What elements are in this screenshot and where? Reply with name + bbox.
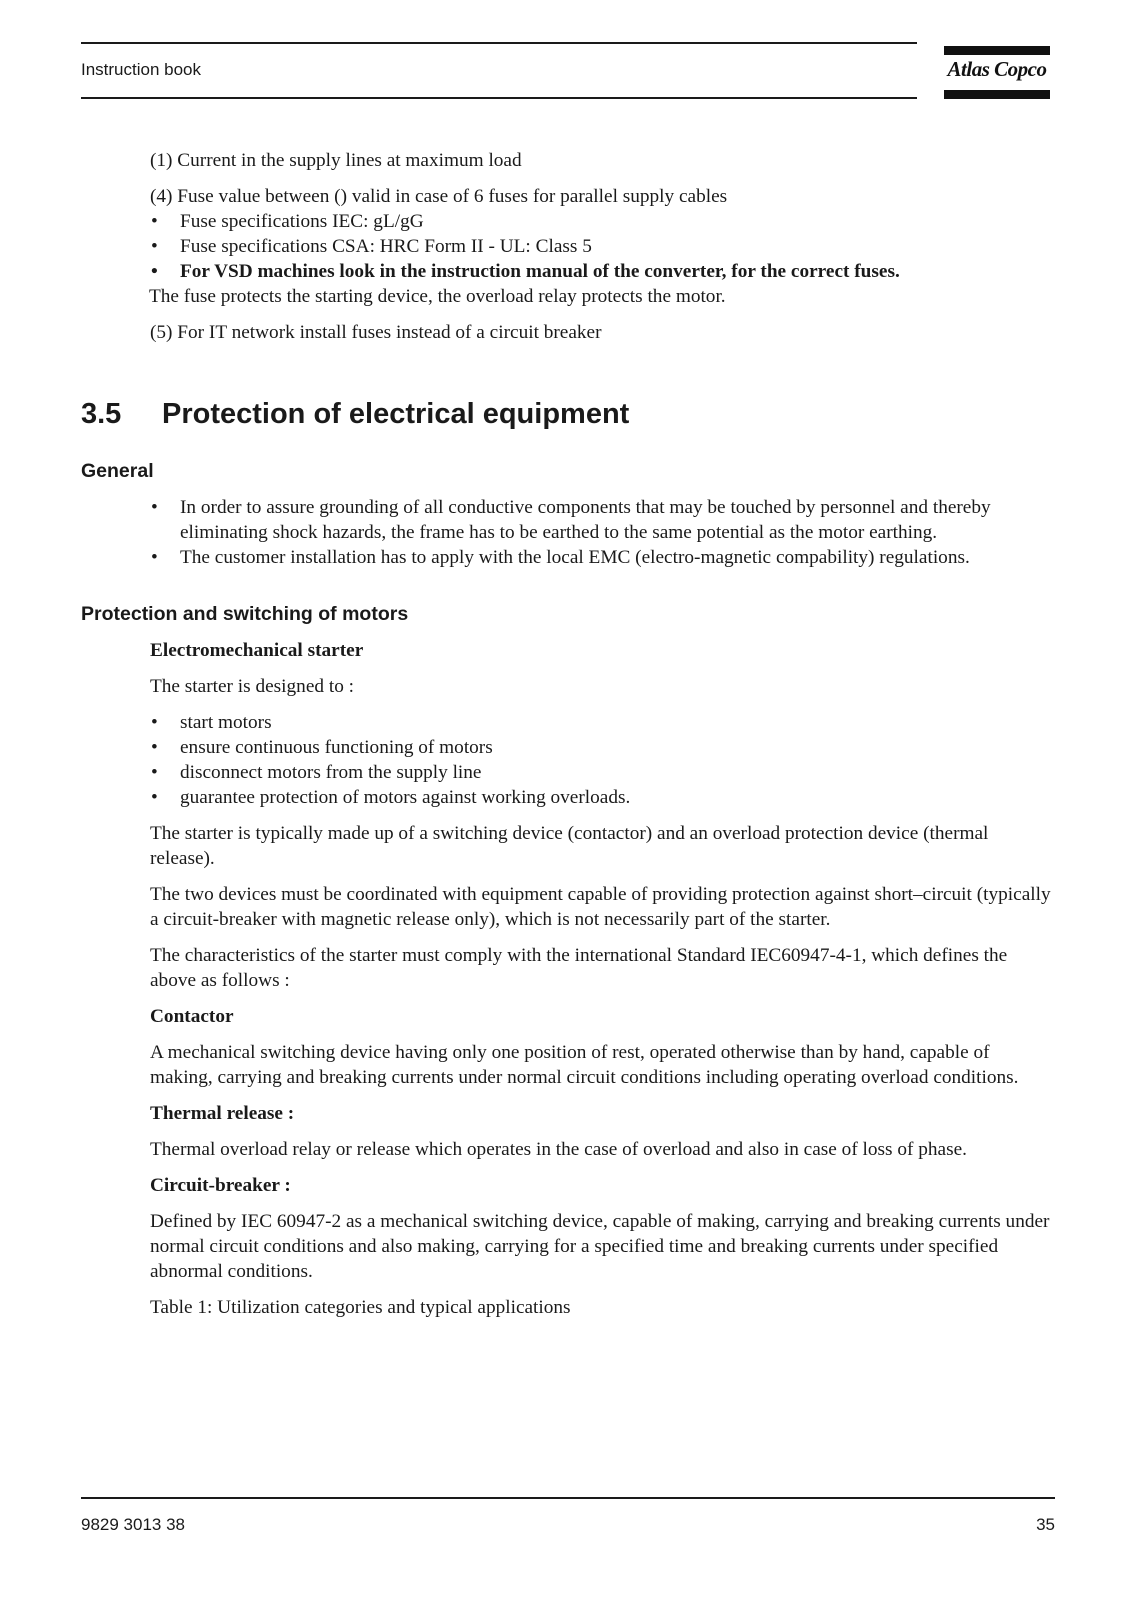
notes-block bbox=[150, 148, 1055, 356]
starter-heading: Electromechanical starter bbox=[150, 640, 364, 661]
contactor-heading: Contactor bbox=[150, 1006, 234, 1027]
starter-intro: The starter is designed to : bbox=[150, 676, 355, 697]
general-bullet-list bbox=[150, 495, 1055, 570]
table-caption: Table 1: Utilization categories and typical applications bbox=[150, 1297, 571, 1318]
header-bottom-rule bbox=[81, 97, 917, 99]
fuse-bullet-iec: • Fuse specifications IEC: gL/gG bbox=[150, 209, 1055, 234]
starter-para-standard: The characteristics of the starter must comply with the international Standard IEC60947-4-1, which defines the above as follows : bbox=[150, 945, 1008, 991]
starter-para-coordination: The two devices must be coordinated with equipment capable of providing protection against short–circuit (typically a circuit-breaker with magnetic release only), which is not necessarily part of the starter. bbox=[150, 884, 1051, 930]
circuit-breaker-text: Defined by IEC 60947-2 as a mechanical switching device, capable of making, carrying and breaking currents under normal circuit conditions and also making, carrying for a specified time and breaking currents under specified abnormal conditions. bbox=[150, 1211, 1050, 1282]
section-title: Protection of electrical equipment bbox=[162, 398, 630, 430]
page-number: 35 bbox=[1036, 1515, 1055, 1534]
footer-rule bbox=[81, 1497, 1055, 1499]
note-5: (5) For IT network install fuses instead of a circuit breaker bbox=[150, 322, 602, 343]
atlas-copco-logo bbox=[944, 46, 1050, 100]
section-heading bbox=[81, 398, 629, 431]
logo-bar-top bbox=[944, 46, 1050, 55]
note-4: (4) Fuse value between () valid in case of 6 fuses for parallel supply cables bbox=[150, 186, 728, 207]
contactor-text: A mechanical switching device having only one position of rest, operated otherwise than by hand, capable of making, carrying and breaking currents under normal circuit conditions including operating overload conditions. bbox=[150, 1042, 1019, 1088]
starter-bullet-list bbox=[150, 710, 1055, 810]
starter-bullet-disconnect: • disconnect motors from the supply line bbox=[150, 760, 1055, 785]
logo-bar-bottom bbox=[944, 90, 1050, 99]
thermal-release-heading: Thermal release : bbox=[150, 1103, 295, 1124]
header-title: Instruction book bbox=[81, 60, 202, 79]
circuit-breaker-heading: Circuit-breaker : bbox=[150, 1175, 291, 1196]
fuse-bullet-csa: • Fuse specifications CSA: HRC Form II - UL: Class 5 bbox=[150, 234, 1055, 259]
note-1: (1) Current in the supply lines at maximum load bbox=[150, 150, 522, 171]
fuse-protects-text: The fuse protects the starting device, the overload relay protects the motor. bbox=[149, 286, 726, 307]
fuse-bullet-vsd: • For VSD machines look in the instruction manual of the converter, for the correct fuses. bbox=[150, 259, 1055, 284]
logo-wordmark: Atlas Copco bbox=[947, 57, 1047, 81]
header-top-rule bbox=[81, 42, 917, 44]
motors-heading: Protection and switching of motors bbox=[81, 603, 409, 625]
starter-bullet-start: • start motors bbox=[150, 710, 1055, 735]
motors-block bbox=[150, 638, 1055, 1331]
general-heading: General bbox=[81, 460, 154, 482]
starter-bullet-continuous: • ensure continuous functioning of motors bbox=[150, 735, 1055, 760]
fuse-bullet-list bbox=[150, 209, 1055, 284]
general-bullet-emc: • The customer installation has to apply with the local EMC (electro-magnetic compability) regulations. bbox=[150, 545, 1055, 570]
thermal-release-text: Thermal overload relay or release which operates in the case of overload and also in case of loss of phase. bbox=[150, 1139, 967, 1160]
general-block bbox=[150, 495, 1055, 581]
starter-para-composition: The starter is typically made up of a switching device (contactor) and an overload protection device (thermal release). bbox=[150, 823, 989, 869]
starter-bullet-protection: • guarantee protection of motors against working overloads. bbox=[150, 785, 1055, 810]
section-number: 3.5 bbox=[81, 398, 122, 430]
document-number: 9829 3013 38 bbox=[81, 1515, 185, 1534]
general-bullet-grounding: • In order to assure grounding of all conductive components that may be touched by personnel and thereby eliminating shock hazards, the frame has to be earthed to the same potential as the motor earthing. bbox=[150, 495, 1055, 545]
